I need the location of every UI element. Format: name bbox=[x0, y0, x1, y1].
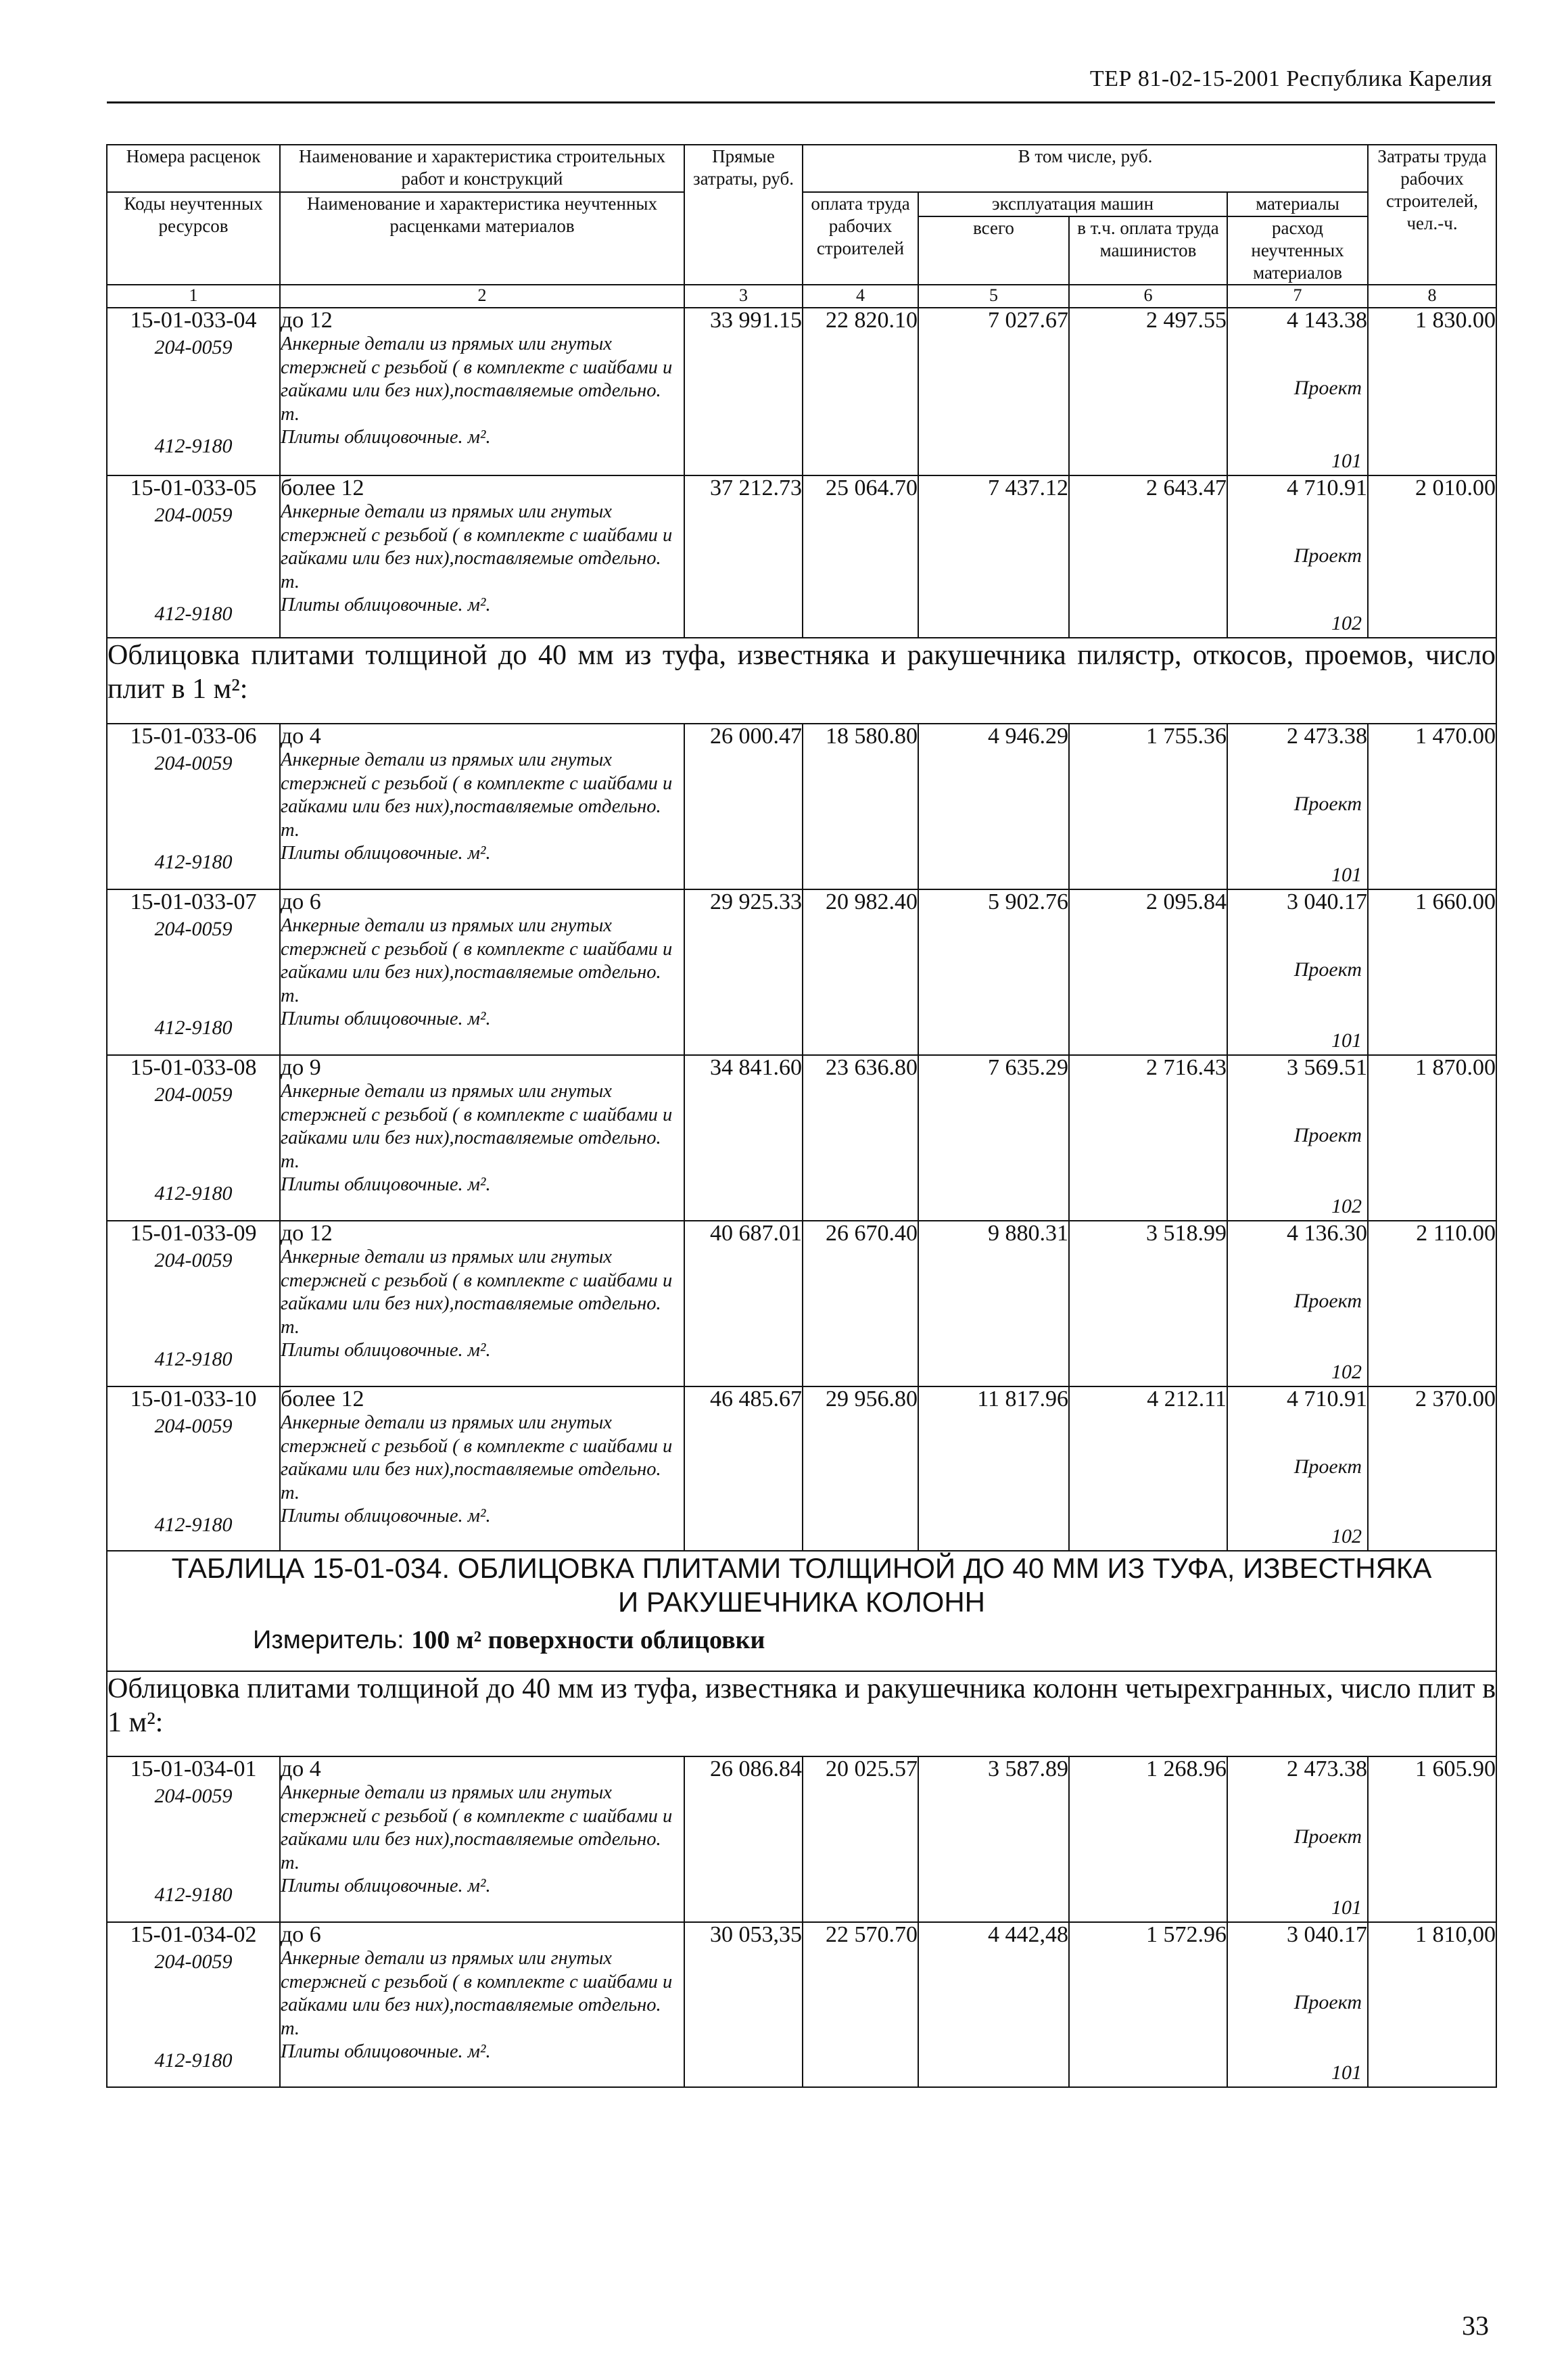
rate-code-cell bbox=[107, 889, 280, 1055]
table-title bbox=[107, 1551, 1496, 1671]
project-note: Проект bbox=[1293, 1290, 1362, 1312]
project-note: Проект bbox=[1293, 377, 1362, 399]
col-work-name: Наименование и характеристика строительных работ и конструкций bbox=[280, 145, 684, 192]
section-row bbox=[107, 1671, 1496, 1756]
project-note: Проект bbox=[1293, 1825, 1362, 1848]
plates-qty: 102 bbox=[1331, 1195, 1362, 1217]
table-title-line2: И РАКУШЕЧНИКА КОЛОНН bbox=[618, 1586, 985, 1618]
rate-name: до 4 bbox=[281, 1756, 321, 1781]
plates-material: Плиты облицовочные. м². bbox=[281, 2041, 491, 2062]
col-material-name: Наименование и характеристика неучтенных расценками материалов bbox=[280, 192, 684, 285]
plates-qty: 101 bbox=[1331, 1896, 1362, 1919]
table-title-row bbox=[107, 1551, 1496, 1671]
rate-description bbox=[280, 889, 684, 1055]
project-note: Проект bbox=[1293, 1455, 1362, 1478]
rate-row bbox=[107, 1221, 1496, 1386]
plates-material: Плиты облицовочные. м². bbox=[281, 1875, 491, 1896]
project-note: Проект bbox=[1293, 958, 1362, 981]
rate-row bbox=[107, 724, 1496, 889]
materials-cost: 3 040.17 bbox=[1287, 1922, 1368, 1947]
labor-pay: 29 956.80 bbox=[803, 1386, 918, 1551]
machinists-pay: 2 643.47 bbox=[1069, 475, 1227, 638]
col-labor-hours: Затраты труда рабочих строителей, чел.-ч. bbox=[1368, 145, 1496, 285]
direct-costs: 26 086.84 bbox=[684, 1756, 803, 1922]
resource-code-plates: 412-9180 bbox=[154, 603, 233, 625]
anchor-material: Анкерные детали из прямых или гнутых стержней с резьбой ( в комплекте с шайбами и гайками или без них),поставляемые отдельно. т. bbox=[281, 915, 673, 1006]
rate-name: до 6 bbox=[281, 1922, 321, 1947]
table-title-line1: ТАБЛИЦА 15-01-034. ОБЛИЦОВКА ПЛИТАМИ ТОЛЩИНОЙ ДО 40 ММ ИЗ ТУФА, ИЗВЕСТНЯКА bbox=[171, 1552, 1432, 1584]
anchor-material: Анкерные детали из прямых или гнутых стержней с резьбой ( в комплекте с шайбами и гайками или без них),поставляемые отдельно. т. bbox=[281, 1782, 673, 1873]
materials-cost: 2 473.38 bbox=[1287, 1756, 1368, 1781]
col-material-use: расход неучтенных материалов bbox=[1227, 216, 1368, 285]
direct-costs: 40 687.01 bbox=[684, 1221, 803, 1386]
resource-code-anchor: 204-0059 bbox=[154, 504, 233, 526]
resource-code-plates: 412-9180 bbox=[154, 435, 233, 457]
rate-row bbox=[107, 308, 1496, 475]
plates-material: Плиты облицовочные. м². bbox=[281, 843, 491, 864]
rate-row bbox=[107, 1922, 1496, 2087]
machines-total: 5 902.76 bbox=[918, 889, 1069, 1055]
resource-code-anchor: 204-0059 bbox=[154, 1415, 233, 1437]
machinists-pay: 1 755.36 bbox=[1069, 724, 1227, 889]
col-group-materials: материалы bbox=[1227, 192, 1368, 216]
col-rate-numbers: Номера расценок bbox=[107, 145, 280, 192]
machines-total: 7 437.12 bbox=[918, 475, 1069, 638]
rate-row bbox=[107, 475, 1496, 638]
rate-row bbox=[107, 889, 1496, 1055]
anchor-material: Анкерные детали из прямых или гнутых стержней с резьбой ( в комплекте с шайбами и гайками или без них),поставляемые отдельно. т. bbox=[281, 501, 673, 592]
labor-hours: 1 810,00 bbox=[1368, 1922, 1496, 2087]
machinists-pay: 1 572.96 bbox=[1069, 1922, 1227, 2087]
table-header bbox=[107, 145, 1496, 308]
col-number: 5 bbox=[918, 285, 1069, 308]
machines-total: 4 442,48 bbox=[918, 1922, 1069, 2087]
col-machinists-pay: в т.ч. оплата труда машинистов bbox=[1069, 216, 1227, 285]
measure-label: Измеритель: bbox=[253, 1626, 404, 1654]
rate-description bbox=[280, 475, 684, 638]
col-number: 6 bbox=[1069, 285, 1227, 308]
materials-cell bbox=[1227, 308, 1368, 475]
col-number: 7 bbox=[1227, 285, 1368, 308]
rate-description bbox=[280, 1386, 684, 1551]
plates-material: Плиты облицовочные. м². bbox=[281, 1340, 491, 1361]
project-note: Проект bbox=[1293, 544, 1362, 567]
resource-code-anchor: 204-0059 bbox=[154, 1249, 233, 1271]
labor-pay: 22 820.10 bbox=[803, 308, 918, 475]
materials-cost: 4 710.91 bbox=[1287, 475, 1368, 500]
rate-name: более 12 bbox=[281, 475, 364, 500]
machines-total: 7 027.67 bbox=[918, 308, 1069, 475]
materials-cost: 4 710.91 bbox=[1287, 1386, 1368, 1411]
rates-table bbox=[106, 144, 1497, 2088]
anchor-material: Анкерные детали из прямых или гнутых стержней с резьбой ( в комплекте с шайбами и гайками или без них),поставляемые отдельно. т. bbox=[281, 1948, 673, 2039]
labor-hours: 1 830.00 bbox=[1368, 308, 1496, 475]
rate-row bbox=[107, 1756, 1496, 1922]
rate-code-cell bbox=[107, 1922, 280, 2087]
rate-name: до 4 bbox=[281, 724, 321, 749]
labor-pay: 20 025.57 bbox=[803, 1756, 918, 1922]
measure-value: 100 м² поверхности облицовки bbox=[411, 1626, 765, 1654]
labor-pay: 23 636.80 bbox=[803, 1055, 918, 1221]
resource-code-anchor: 204-0059 bbox=[154, 1785, 233, 1807]
rate-name: более 12 bbox=[281, 1386, 364, 1411]
plates-qty: 101 bbox=[1331, 1029, 1362, 1052]
direct-costs: 34 841.60 bbox=[684, 1055, 803, 1221]
project-note: Проект bbox=[1293, 1124, 1362, 1146]
rate-row bbox=[107, 1055, 1496, 1221]
col-number: 2 bbox=[280, 285, 684, 308]
direct-costs: 37 212.73 bbox=[684, 475, 803, 638]
project-note: Проект bbox=[1293, 1991, 1362, 2013]
direct-costs: 46 485.67 bbox=[684, 1386, 803, 1551]
materials-cell bbox=[1227, 889, 1368, 1055]
col-machines-total: всего bbox=[918, 216, 1069, 285]
machinists-pay: 2 497.55 bbox=[1069, 308, 1227, 475]
measure-line bbox=[108, 1623, 1496, 1657]
materials-cell bbox=[1227, 1221, 1368, 1386]
labor-pay: 26 670.40 bbox=[803, 1221, 918, 1386]
col-labor-pay: оплата труда рабочих строителей bbox=[803, 192, 918, 285]
rate-code-cell bbox=[107, 1055, 280, 1221]
rate-code: 15-01-033-04 bbox=[130, 308, 257, 333]
labor-pay: 25 064.70 bbox=[803, 475, 918, 638]
rate-description bbox=[280, 308, 684, 475]
anchor-material: Анкерные детали из прямых или гнутых стержней с резьбой ( в комплекте с шайбами и гайками или без них),поставляемые отдельно. т. bbox=[281, 1412, 673, 1503]
labor-hours: 2 370.00 bbox=[1368, 1386, 1496, 1551]
machines-total: 3 587.89 bbox=[918, 1756, 1069, 1922]
col-group-machines: эксплуатация машин bbox=[918, 192, 1227, 216]
materials-cost: 3 040.17 bbox=[1287, 889, 1368, 914]
direct-costs: 26 000.47 bbox=[684, 724, 803, 889]
rate-code: 15-01-034-02 bbox=[130, 1922, 257, 1947]
direct-costs: 33 991.15 bbox=[684, 308, 803, 475]
col-number: 1 bbox=[107, 285, 280, 308]
rate-description bbox=[280, 1756, 684, 1922]
anchor-material: Анкерные детали из прямых или гнутых стержней с резьбой ( в комплекте с шайбами и гайками или без них),поставляемые отдельно. т. bbox=[281, 1246, 673, 1338]
plates-qty: 101 bbox=[1331, 450, 1362, 472]
col-number: 3 bbox=[684, 285, 803, 308]
labor-pay: 22 570.70 bbox=[803, 1922, 918, 2087]
materials-cell bbox=[1227, 1386, 1368, 1551]
col-number: 8 bbox=[1368, 285, 1496, 308]
rate-name: до 9 bbox=[281, 1055, 321, 1080]
section-heading: Облицовка плитами толщиной до 40 мм из туфа, известняка и ракушечника пилястр, откосов, проемов, число плит в 1 м²: bbox=[107, 638, 1496, 724]
plates-qty: 101 bbox=[1331, 864, 1362, 886]
anchor-material: Анкерные детали из прямых или гнутых стержней с резьбой ( в комплекте с шайбами и гайками или без них),поставляемые отдельно. т. bbox=[281, 333, 673, 425]
col-group-included: В том числе, руб. bbox=[803, 145, 1368, 192]
plates-qty: 101 bbox=[1331, 2061, 1362, 2084]
plates-material: Плиты облицовочные. м². bbox=[281, 1008, 491, 1029]
rate-code: 15-01-033-07 bbox=[130, 889, 257, 914]
machines-total: 7 635.29 bbox=[918, 1055, 1069, 1221]
section-row bbox=[107, 638, 1496, 724]
resource-code-anchor: 204-0059 bbox=[154, 752, 233, 774]
resource-code-plates: 412-9180 bbox=[154, 1182, 233, 1205]
labor-hours: 2 110.00 bbox=[1368, 1221, 1496, 1386]
page-number: 33 bbox=[1462, 2310, 1489, 2341]
rate-code-cell bbox=[107, 1386, 280, 1551]
materials-cost: 4 136.30 bbox=[1287, 1221, 1368, 1246]
rate-code-cell bbox=[107, 475, 280, 638]
plates-material: Плиты облицовочные. м². bbox=[281, 1506, 491, 1526]
labor-pay: 18 580.80 bbox=[803, 724, 918, 889]
machinists-pay: 1 268.96 bbox=[1069, 1756, 1227, 1922]
resource-code-plates: 412-9180 bbox=[154, 851, 233, 873]
rate-code: 15-01-033-09 bbox=[130, 1221, 257, 1246]
running-header: ТЕР 81-02-15-2001 Республика Карелия bbox=[1089, 66, 1492, 91]
rate-code-cell bbox=[107, 1756, 280, 1922]
plates-material: Плиты облицовочные. м². bbox=[281, 427, 491, 448]
machines-total: 4 946.29 bbox=[918, 724, 1069, 889]
col-number: 4 bbox=[803, 285, 918, 308]
plates-qty: 102 bbox=[1331, 612, 1362, 634]
col-direct-costs: Прямые затраты, руб. bbox=[684, 145, 803, 285]
materials-cell bbox=[1227, 1922, 1368, 2087]
rate-code: 15-01-034-01 bbox=[130, 1756, 257, 1781]
machinists-pay: 4 212.11 bbox=[1069, 1386, 1227, 1551]
resource-code-anchor: 204-0059 bbox=[154, 918, 233, 940]
rate-description bbox=[280, 1221, 684, 1386]
rate-code: 15-01-033-08 bbox=[130, 1055, 257, 1080]
anchor-material: Анкерные детали из прямых или гнутых стержней с резьбой ( в комплекте с шайбами и гайками или без них),поставляемые отдельно. т. bbox=[281, 749, 673, 841]
resource-code-anchor: 204-0059 bbox=[154, 336, 233, 358]
anchor-material: Анкерные детали из прямых или гнутых стержней с резьбой ( в комплекте с шайбами и гайками или без них),поставляемые отдельно. т. bbox=[281, 1081, 673, 1172]
labor-hours: 1 660.00 bbox=[1368, 889, 1496, 1055]
direct-costs: 29 925.33 bbox=[684, 889, 803, 1055]
rate-code: 15-01-033-05 bbox=[130, 475, 257, 500]
materials-cost: 3 569.51 bbox=[1287, 1055, 1368, 1080]
materials-cell bbox=[1227, 1055, 1368, 1221]
rate-name: до 6 bbox=[281, 889, 321, 914]
rate-code-cell bbox=[107, 308, 280, 475]
rate-description bbox=[280, 724, 684, 889]
plates-material: Плиты облицовочные. м². bbox=[281, 594, 491, 615]
rate-row bbox=[107, 1386, 1496, 1551]
machinists-pay: 2 095.84 bbox=[1069, 889, 1227, 1055]
resource-code-anchor: 204-0059 bbox=[154, 1951, 233, 1973]
resource-code-plates: 412-9180 bbox=[154, 2049, 233, 2072]
materials-cost: 4 143.38 bbox=[1287, 308, 1368, 333]
rate-code: 15-01-033-06 bbox=[130, 724, 257, 749]
header-rule bbox=[107, 101, 1495, 103]
rate-description bbox=[280, 1922, 684, 2087]
materials-cost: 2 473.38 bbox=[1287, 724, 1368, 749]
materials-cell bbox=[1227, 475, 1368, 638]
machinists-pay: 2 716.43 bbox=[1069, 1055, 1227, 1221]
direct-costs: 30 053,35 bbox=[684, 1922, 803, 2087]
section-heading: Облицовка плитами толщиной до 40 мм из туфа, известняка и ракушечника колонн четырехгранных, число плит в 1 м²: bbox=[107, 1671, 1496, 1756]
labor-hours: 2 010.00 bbox=[1368, 475, 1496, 638]
labor-pay: 20 982.40 bbox=[803, 889, 918, 1055]
labor-hours: 1 870.00 bbox=[1368, 1055, 1496, 1221]
resource-code-anchor: 204-0059 bbox=[154, 1083, 233, 1106]
resource-code-plates: 412-9180 bbox=[154, 1348, 233, 1370]
resource-code-plates: 412-9180 bbox=[154, 1884, 233, 1906]
plates-qty: 102 bbox=[1331, 1361, 1362, 1383]
machines-total: 11 817.96 bbox=[918, 1386, 1069, 1551]
labor-hours: 1 470.00 bbox=[1368, 724, 1496, 889]
labor-hours: 1 605.90 bbox=[1368, 1756, 1496, 1922]
project-note: Проект bbox=[1293, 793, 1362, 815]
rate-name: до 12 bbox=[281, 308, 333, 333]
machinists-pay: 3 518.99 bbox=[1069, 1221, 1227, 1386]
machines-total: 9 880.31 bbox=[918, 1221, 1069, 1386]
materials-cell bbox=[1227, 724, 1368, 889]
plates-material: Плиты облицовочные. м². bbox=[281, 1174, 491, 1195]
rate-description bbox=[280, 1055, 684, 1221]
resource-code-plates: 412-9180 bbox=[154, 1017, 233, 1039]
rate-name: до 12 bbox=[281, 1221, 333, 1246]
rate-code-cell bbox=[107, 724, 280, 889]
resource-code-plates: 412-9180 bbox=[154, 1514, 233, 1536]
rate-code: 15-01-033-10 bbox=[130, 1386, 257, 1411]
rate-code-cell bbox=[107, 1221, 280, 1386]
materials-cell bbox=[1227, 1756, 1368, 1922]
col-resource-codes: Коды неучтенных ресурсов bbox=[107, 192, 280, 285]
plates-qty: 102 bbox=[1331, 1525, 1362, 1547]
